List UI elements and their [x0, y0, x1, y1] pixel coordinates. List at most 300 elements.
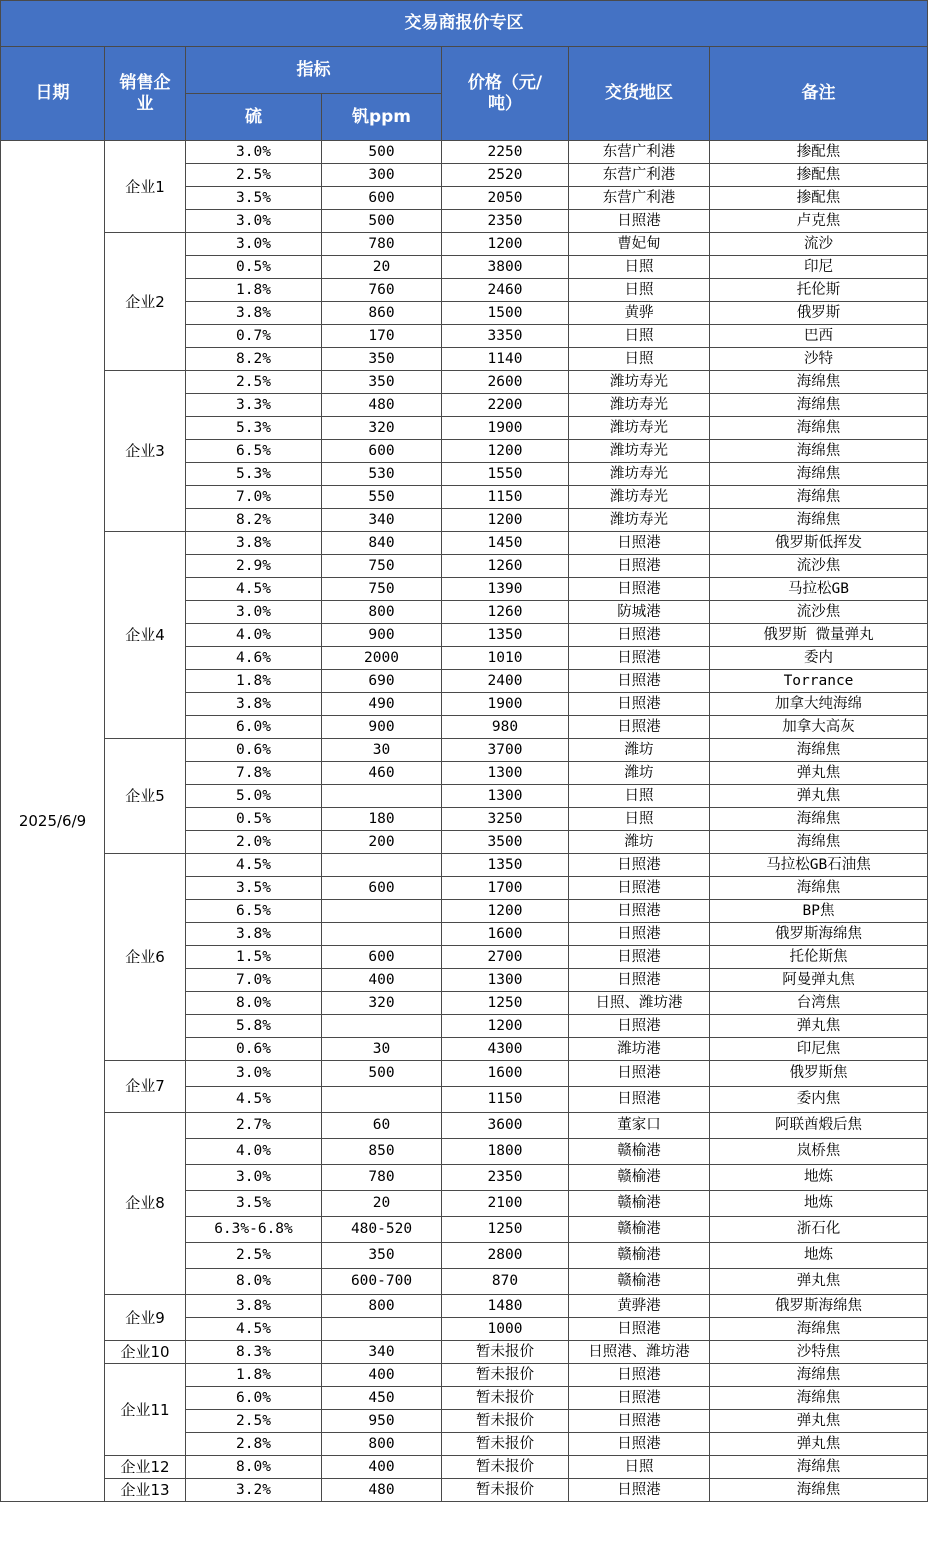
delivery-cell: 日照港: [569, 1433, 710, 1456]
price-cell: 1800: [442, 1139, 569, 1165]
sulfur-cell: 4.5%: [186, 578, 322, 601]
sulfur-cell: 3.0%: [186, 233, 322, 256]
price-cell: 1390: [442, 578, 569, 601]
delivery-cell: 日照港: [569, 900, 710, 923]
vanadium-cell: 600: [322, 877, 442, 900]
remark-cell: 俄罗斯海绵焦: [710, 1295, 928, 1318]
delivery-cell: 潍坊寿光: [569, 509, 710, 532]
vanadium-cell: [322, 1087, 442, 1113]
company-cell: 企业8: [105, 1113, 186, 1295]
remark-cell: 地炼: [710, 1191, 928, 1217]
sulfur-cell: 8.2%: [186, 348, 322, 371]
delivery-cell: 日照: [569, 785, 710, 808]
vanadium-cell: 500: [322, 210, 442, 233]
table-row: [1, 1295, 928, 1318]
delivery-cell: 潍坊寿光: [569, 394, 710, 417]
sulfur-cell: 3.8%: [186, 1295, 322, 1318]
price-cell: 1200: [442, 440, 569, 463]
delivery-cell: 潍坊: [569, 762, 710, 785]
remark-cell: 俄罗斯 微量弹丸: [710, 624, 928, 647]
delivery-cell: 东营广利港: [569, 187, 710, 210]
price-cell: 1250: [442, 992, 569, 1015]
vanadium-cell: 340: [322, 509, 442, 532]
sulfur-cell: 3.3%: [186, 394, 322, 417]
delivery-cell: 潍坊港: [569, 1038, 710, 1061]
price-cell: 3700: [442, 739, 569, 762]
price-cell: 2700: [442, 946, 569, 969]
remark-cell: 流沙: [710, 233, 928, 256]
sulfur-cell: 5.3%: [186, 417, 322, 440]
vanadium-cell: 600-700: [322, 1269, 442, 1295]
sulfur-cell: 3.2%: [186, 1479, 322, 1502]
vanadium-cell: 400: [322, 969, 442, 992]
price-cell: 2600: [442, 371, 569, 394]
sulfur-cell: 1.5%: [186, 946, 322, 969]
price-cell: 1200: [442, 509, 569, 532]
delivery-cell: 日照港: [569, 555, 710, 578]
sulfur-cell: 2.0%: [186, 831, 322, 854]
price-cell: 980: [442, 716, 569, 739]
price-cell: 暂未报价: [442, 1364, 569, 1387]
sulfur-cell: 2.5%: [186, 1243, 322, 1269]
remark-cell: 海绵焦: [710, 1387, 928, 1410]
vanadium-cell: 350: [322, 371, 442, 394]
sulfur-cell: 6.0%: [186, 1387, 322, 1410]
remark-cell: 掺配焦: [710, 141, 928, 164]
remark-cell: Torrance: [710, 670, 928, 693]
sulfur-cell: 1.8%: [186, 670, 322, 693]
sulfur-cell: 8.2%: [186, 509, 322, 532]
price-cell: 1700: [442, 877, 569, 900]
price-cell: 1350: [442, 854, 569, 877]
vanadium-cell: 600: [322, 440, 442, 463]
delivery-cell: 日照: [569, 256, 710, 279]
vanadium-cell: 180: [322, 808, 442, 831]
remark-cell: 加拿大高灰: [710, 716, 928, 739]
vanadium-cell: 690: [322, 670, 442, 693]
remark-cell: 掺配焦: [710, 187, 928, 210]
sulfur-cell: 3.0%: [186, 141, 322, 164]
sulfur-cell: 5.3%: [186, 463, 322, 486]
vanadium-cell: 20: [322, 256, 442, 279]
remark-cell: 海绵焦: [710, 394, 928, 417]
sulfur-cell: 3.0%: [186, 210, 322, 233]
price-cell: 暂未报价: [442, 1341, 569, 1364]
vanadium-cell: 860: [322, 302, 442, 325]
company-cell: 企业3: [105, 371, 186, 532]
remark-cell: 马拉松GB: [710, 578, 928, 601]
vanadium-cell: 20: [322, 1191, 442, 1217]
remark-cell: 阿曼弹丸焦: [710, 969, 928, 992]
delivery-cell: 潍坊: [569, 739, 710, 762]
sulfur-cell: 8.0%: [186, 1456, 322, 1479]
remark-cell: 弹丸焦: [710, 785, 928, 808]
price-cell: 2400: [442, 670, 569, 693]
delivery-cell: 日照港: [569, 647, 710, 670]
price-cell: 1350: [442, 624, 569, 647]
table-row: [1, 371, 928, 394]
remark-cell: 俄罗斯焦: [710, 1061, 928, 1087]
delivery-cell: 日照港: [569, 716, 710, 739]
delivery-cell: 日照港: [569, 1410, 710, 1433]
remark-cell: 海绵焦: [710, 1318, 928, 1341]
price-cell: 1480: [442, 1295, 569, 1318]
delivery-cell: 潍坊寿光: [569, 371, 710, 394]
table-body: [1, 141, 928, 1502]
delivery-cell: 日照港: [569, 1318, 710, 1341]
sulfur-cell: 3.8%: [186, 923, 322, 946]
vanadium-cell: 750: [322, 555, 442, 578]
vanadium-cell: 400: [322, 1364, 442, 1387]
price-cell: 1300: [442, 785, 569, 808]
price-cell: 1900: [442, 417, 569, 440]
sulfur-cell: 3.0%: [186, 601, 322, 624]
remark-cell: 阿联酋煅后焦: [710, 1113, 928, 1139]
company-cell: 企业1: [105, 141, 186, 233]
vanadium-cell: 320: [322, 992, 442, 1015]
sulfur-cell: 2.7%: [186, 1113, 322, 1139]
price-cell: 1200: [442, 233, 569, 256]
table-row: [1, 1113, 928, 1139]
sulfur-cell: 0.5%: [186, 808, 322, 831]
remark-cell: 海绵焦: [710, 463, 928, 486]
remark-cell: BP焦: [710, 900, 928, 923]
company-cell: 企业2: [105, 233, 186, 371]
vanadium-cell: 750: [322, 578, 442, 601]
price-cell: 暂未报价: [442, 1479, 569, 1502]
vanadium-cell: 350: [322, 1243, 442, 1269]
remark-cell: 沙特焦: [710, 1341, 928, 1364]
remark-cell: 俄罗斯海绵焦: [710, 923, 928, 946]
delivery-cell: 潍坊寿光: [569, 440, 710, 463]
remark-cell: 加拿大纯海绵: [710, 693, 928, 716]
delivery-cell: 日照: [569, 325, 710, 348]
remark-cell: 海绵焦: [710, 1456, 928, 1479]
table-row: [1, 1364, 928, 1387]
vanadium-cell: [322, 1015, 442, 1038]
vanadium-cell: 780: [322, 233, 442, 256]
price-cell: 2250: [442, 141, 569, 164]
vanadium-cell: 500: [322, 141, 442, 164]
remark-cell: 海绵焦: [710, 486, 928, 509]
price-cell: 1010: [442, 647, 569, 670]
price-cell: 3250: [442, 808, 569, 831]
remark-cell: 海绵焦: [710, 877, 928, 900]
vanadium-cell: 850: [322, 1139, 442, 1165]
vanadium-cell: [322, 923, 442, 946]
price-cell: 1000: [442, 1318, 569, 1341]
table-row: [1, 1061, 928, 1087]
vanadium-cell: 600: [322, 946, 442, 969]
delivery-cell: 日照港: [569, 1015, 710, 1038]
vanadium-cell: 200: [322, 831, 442, 854]
remark-cell: 弹丸焦: [710, 1269, 928, 1295]
sulfur-cell: 7.0%: [186, 486, 322, 509]
delivery-cell: 赣榆港: [569, 1243, 710, 1269]
vanadium-cell: 400: [322, 1456, 442, 1479]
vanadium-cell: 780: [322, 1165, 442, 1191]
remark-cell: 台湾焦: [710, 992, 928, 1015]
delivery-cell: 黄骅港: [569, 1295, 710, 1318]
delivery-cell: 东营广利港: [569, 141, 710, 164]
price-cell: 2350: [442, 210, 569, 233]
table-row: [1, 854, 928, 877]
vanadium-cell: 530: [322, 463, 442, 486]
vanadium-cell: 600: [322, 187, 442, 210]
remark-cell: 地炼: [710, 1165, 928, 1191]
sulfur-cell: 5.8%: [186, 1015, 322, 1038]
sulfur-cell: 6.5%: [186, 440, 322, 463]
delivery-cell: 日照港: [569, 624, 710, 647]
vanadium-cell: 760: [322, 279, 442, 302]
delivery-cell: 董家口: [569, 1113, 710, 1139]
delivery-cell: 潍坊寿光: [569, 463, 710, 486]
sulfur-cell: 0.6%: [186, 739, 322, 762]
delivery-cell: 日照港: [569, 532, 710, 555]
delivery-cell: 日照港: [569, 210, 710, 233]
price-cell: 1300: [442, 762, 569, 785]
vanadium-cell: 900: [322, 624, 442, 647]
sulfur-cell: 4.6%: [186, 647, 322, 670]
sulfur-cell: 7.0%: [186, 969, 322, 992]
delivery-cell: 日照港: [569, 923, 710, 946]
sulfur-cell: 4.5%: [186, 1087, 322, 1113]
delivery-cell: 日照港: [569, 854, 710, 877]
sulfur-cell: 0.6%: [186, 1038, 322, 1061]
price-cell: 1900: [442, 693, 569, 716]
sulfur-cell: 5.0%: [186, 785, 322, 808]
price-cell: 1300: [442, 969, 569, 992]
vanadium-cell: 800: [322, 1433, 442, 1456]
sulfur-cell: 3.5%: [186, 1191, 322, 1217]
sulfur-cell: 4.5%: [186, 854, 322, 877]
table-row: [1, 233, 928, 256]
price-cell: 2520: [442, 164, 569, 187]
vanadium-cell: [322, 854, 442, 877]
price-cell: 2800: [442, 1243, 569, 1269]
sulfur-cell: 0.5%: [186, 256, 322, 279]
remark-cell: 浙石化: [710, 1217, 928, 1243]
sulfur-cell: 4.0%: [186, 624, 322, 647]
table-row: [1, 532, 928, 555]
delivery-cell: 日照: [569, 348, 710, 371]
vanadium-cell: 800: [322, 1295, 442, 1318]
sulfur-cell: 3.0%: [186, 1061, 322, 1087]
company-cell: 企业4: [105, 532, 186, 739]
company-cell: 企业13: [105, 1479, 186, 1502]
price-cell: 2200: [442, 394, 569, 417]
delivery-cell: 日照港: [569, 1387, 710, 1410]
remark-cell: 马拉松GB石油焦: [710, 854, 928, 877]
delivery-cell: 潍坊寿光: [569, 417, 710, 440]
delivery-cell: 日照: [569, 279, 710, 302]
delivery-cell: 赣榆港: [569, 1139, 710, 1165]
date-cell: 2025/6/9: [1, 141, 105, 1502]
price-cell: 暂未报价: [442, 1387, 569, 1410]
sulfur-cell: 2.9%: [186, 555, 322, 578]
vanadium-cell: 900: [322, 716, 442, 739]
vanadium-cell: [322, 900, 442, 923]
table-row: [1, 141, 928, 164]
vanadium-cell: 300: [322, 164, 442, 187]
remark-cell: 委内焦: [710, 1087, 928, 1113]
vanadium-cell: 30: [322, 739, 442, 762]
vanadium-cell: 480: [322, 1479, 442, 1502]
remark-cell: 托伦斯: [710, 279, 928, 302]
vanadium-cell: 460: [322, 762, 442, 785]
price-cell: 暂未报价: [442, 1410, 569, 1433]
delivery-cell: 潍坊: [569, 831, 710, 854]
sulfur-cell: 6.0%: [186, 716, 322, 739]
remark-cell: 海绵焦: [710, 440, 928, 463]
sulfur-cell: 1.8%: [186, 279, 322, 302]
sulfur-cell: 1.8%: [186, 1364, 322, 1387]
remark-cell: 托伦斯焦: [710, 946, 928, 969]
delivery-cell: 防城港: [569, 601, 710, 624]
sulfur-cell: 8.0%: [186, 1269, 322, 1295]
sulfur-cell: 2.8%: [186, 1433, 322, 1456]
price-cell: 1600: [442, 1061, 569, 1087]
company-cell: 企业5: [105, 739, 186, 854]
delivery-cell: 日照港: [569, 1364, 710, 1387]
delivery-cell: 日照港、潍坊港: [569, 1341, 710, 1364]
price-cell: 1250: [442, 1217, 569, 1243]
delivery-cell: 赣榆港: [569, 1165, 710, 1191]
price-cell: 2100: [442, 1191, 569, 1217]
delivery-cell: 日照港: [569, 946, 710, 969]
table-row: [1, 1456, 928, 1479]
company-cell: 企业10: [105, 1341, 186, 1364]
price-cell: 2350: [442, 1165, 569, 1191]
delivery-cell: 东营广利港: [569, 164, 710, 187]
sulfur-cell: 2.5%: [186, 371, 322, 394]
table-row: [1, 1479, 928, 1502]
remark-cell: 巴西: [710, 325, 928, 348]
delivery-cell: 潍坊寿光: [569, 486, 710, 509]
remark-cell: 卢克焦: [710, 210, 928, 233]
vanadium-cell: 450: [322, 1387, 442, 1410]
price-cell: 3500: [442, 831, 569, 854]
delivery-cell: 日照: [569, 1456, 710, 1479]
remark-cell: 印尼焦: [710, 1038, 928, 1061]
table-title: 交易商报价专区: [1, 1, 928, 47]
vanadium-cell: 480: [322, 394, 442, 417]
vanadium-cell: 170: [322, 325, 442, 348]
remark-cell: 海绵焦: [710, 1479, 928, 1502]
vanadium-cell: 800: [322, 601, 442, 624]
remark-cell: 弹丸焦: [710, 1433, 928, 1456]
company-cell: 企业12: [105, 1456, 186, 1479]
price-cell: 1260: [442, 601, 569, 624]
sulfur-cell: 7.8%: [186, 762, 322, 785]
remark-cell: 海绵焦: [710, 831, 928, 854]
remark-cell: 海绵焦: [710, 1364, 928, 1387]
sulfur-cell: 3.8%: [186, 302, 322, 325]
price-cell: 1140: [442, 348, 569, 371]
vanadium-cell: 350: [322, 348, 442, 371]
remark-cell: 海绵焦: [710, 509, 928, 532]
company-cell: 企业9: [105, 1295, 186, 1341]
delivery-cell: 日照港: [569, 693, 710, 716]
vanadium-cell: [322, 785, 442, 808]
remark-cell: 沙特: [710, 348, 928, 371]
delivery-cell: 日照港: [569, 877, 710, 900]
price-cell: 1600: [442, 923, 569, 946]
delivery-cell: 赣榆港: [569, 1217, 710, 1243]
remark-cell: 海绵焦: [710, 417, 928, 440]
sulfur-cell: 2.5%: [186, 164, 322, 187]
table-row: [1, 1341, 928, 1364]
price-cell: 870: [442, 1269, 569, 1295]
delivery-cell: 黄骅: [569, 302, 710, 325]
remark-cell: 弹丸焦: [710, 762, 928, 785]
delivery-cell: 日照港: [569, 1479, 710, 1502]
remark-cell: 流沙焦: [710, 601, 928, 624]
delivery-cell: 日照: [569, 808, 710, 831]
remark-cell: 委内: [710, 647, 928, 670]
price-cell: 2460: [442, 279, 569, 302]
delivery-cell: 赣榆港: [569, 1191, 710, 1217]
sulfur-cell: 3.0%: [186, 1165, 322, 1191]
price-cell: 1150: [442, 1087, 569, 1113]
vanadium-cell: 480-520: [322, 1217, 442, 1243]
delivery-cell: 赣榆港: [569, 1269, 710, 1295]
company-cell: 企业6: [105, 854, 186, 1061]
delivery-cell: 日照港: [569, 1061, 710, 1087]
delivery-cell: 日照港: [569, 969, 710, 992]
header-vanadium: 钒ppm: [322, 94, 442, 141]
delivery-cell: 日照港: [569, 670, 710, 693]
sulfur-cell: 6.3%-6.8%: [186, 1217, 322, 1243]
header-remark: 备注: [710, 47, 928, 141]
delivery-cell: 日照、潍坊港: [569, 992, 710, 1015]
sulfur-cell: 0.7%: [186, 325, 322, 348]
price-cell: 1450: [442, 532, 569, 555]
vanadium-cell: [322, 1318, 442, 1341]
remark-cell: 海绵焦: [710, 371, 928, 394]
price-cell: 暂未报价: [442, 1433, 569, 1456]
vanadium-cell: 500: [322, 1061, 442, 1087]
price-cell: 1150: [442, 486, 569, 509]
header-sulfur: 硫: [186, 94, 322, 141]
price-cell: 1200: [442, 900, 569, 923]
price-cell: 1200: [442, 1015, 569, 1038]
vanadium-cell: 340: [322, 1341, 442, 1364]
table-row: [1, 739, 928, 762]
remark-cell: 弹丸焦: [710, 1015, 928, 1038]
sulfur-cell: 4.5%: [186, 1318, 322, 1341]
sulfur-cell: 8.3%: [186, 1341, 322, 1364]
price-cell: 1260: [442, 555, 569, 578]
remark-cell: 海绵焦: [710, 739, 928, 762]
delivery-cell: 日照港: [569, 578, 710, 601]
header-date: 日期: [1, 47, 105, 141]
price-cell: 1550: [442, 463, 569, 486]
price-cell: 1500: [442, 302, 569, 325]
sulfur-cell: 3.8%: [186, 693, 322, 716]
sulfur-cell: 3.5%: [186, 187, 322, 210]
vanadium-cell: 840: [322, 532, 442, 555]
sulfur-cell: 4.0%: [186, 1139, 322, 1165]
vanadium-cell: 30: [322, 1038, 442, 1061]
remark-cell: 掺配焦: [710, 164, 928, 187]
vanadium-cell: 2000: [322, 647, 442, 670]
header-company: 销售企业: [105, 47, 186, 141]
remark-cell: 俄罗斯: [710, 302, 928, 325]
header-price: 价格（元/吨）: [442, 47, 569, 141]
company-cell: 企业11: [105, 1364, 186, 1456]
price-cell: 4300: [442, 1038, 569, 1061]
